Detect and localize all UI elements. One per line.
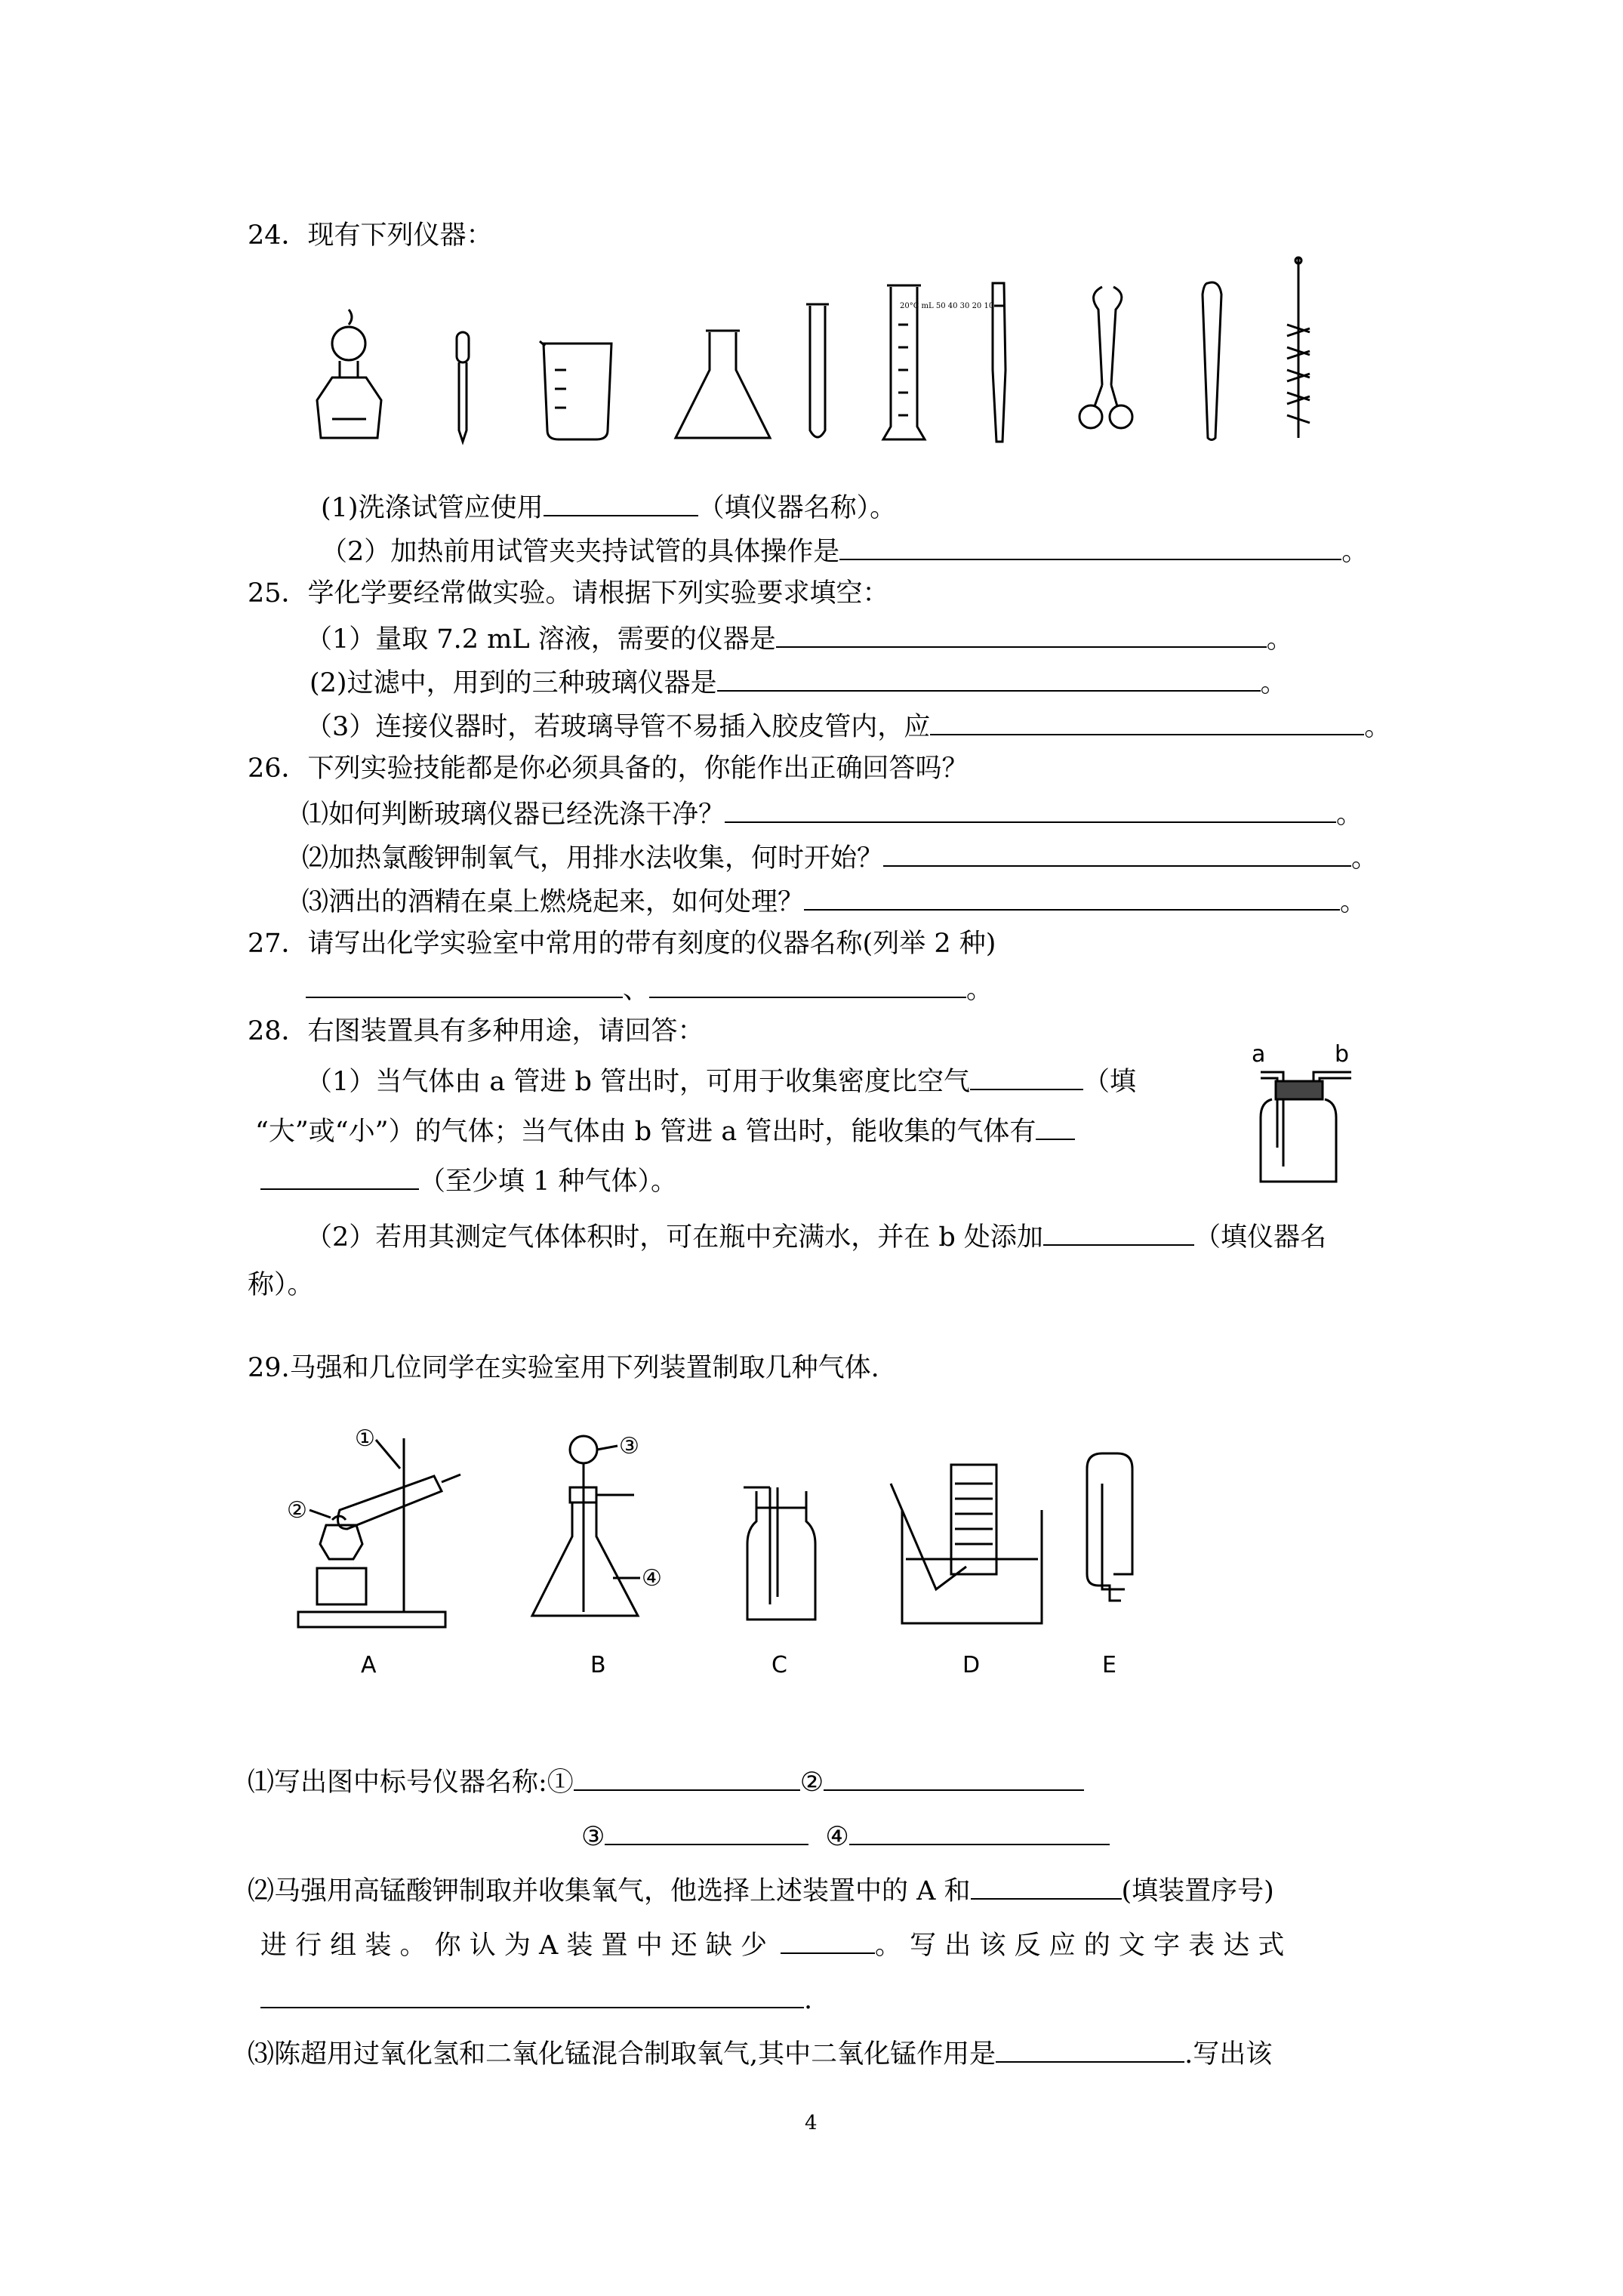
- q28-l5: 称）。: [248, 1270, 314, 1300]
- marker-4: ④: [642, 1565, 662, 1592]
- q29-p2-l2: 进 行 组 装 。 你 认 为 A 装 置 中 还 缺 少 。 写 出 该 反 应 的 文 字 表 达 式: [260, 1927, 1284, 1962]
- q29-blank-2[interactable]: [824, 1764, 1084, 1791]
- dropper-icon: [457, 332, 469, 442]
- label-D: D: [962, 1652, 981, 1678]
- marker-3: ③: [619, 1433, 639, 1459]
- q25-p1: （1）量取 7.2 mL 溶液，需要的仪器是 。: [306, 621, 1293, 656]
- q28-gas-blank-b[interactable]: [260, 1163, 419, 1190]
- q26-p3: ⑶洒出的酒精在桌上燃烧起来，如何处理？ 。: [302, 883, 1366, 919]
- q25-p2-blank[interactable]: [717, 664, 1261, 692]
- q28-l2: “大”或“小”）的气体；当气体由 b 管进 a 管出时，能收集的气体有: [255, 1113, 1075, 1148]
- marker-1: ①: [355, 1425, 375, 1452]
- q27-title: 27．请写出化学实验室中常用的带有刻度的仪器名称(列举 2 种): [248, 929, 996, 959]
- q29-apparatus-figure: [287, 1423, 1253, 1680]
- q24-p1-blank[interactable]: [544, 489, 698, 516]
- label-E: E: [1102, 1652, 1116, 1678]
- apparatus-c: [744, 1487, 815, 1678]
- q26-p3-blank[interactable]: [804, 883, 1340, 911]
- q26-p2-blank[interactable]: [883, 840, 1351, 867]
- page-number: 4: [805, 2112, 818, 2134]
- q28-l1: （1）当气体由 a 管进 b 管出时，可用于收集密度比空气 （填: [306, 1063, 1136, 1099]
- q28-gas-blank-a[interactable]: [1036, 1113, 1075, 1140]
- test-tube-brush-icon: [1287, 257, 1310, 438]
- q28-l4: （2）若用其测定气体体积时，可在瓶中充满水，并在 b 处添加 （填仪器名: [306, 1219, 1326, 1254]
- label-B: B: [590, 1652, 606, 1678]
- q29-p1: ⑴写出图中标号仪器名称:① ②: [248, 1764, 1084, 1799]
- q24-p2: （2）加热前用试管夹夹持试管的具体操作是 。: [321, 533, 1368, 569]
- q29-role-blank[interactable]: [996, 2036, 1184, 2063]
- q25-title: 25．学化学要经常做实验。请根据下列实验要求填空：: [248, 578, 889, 609]
- q28-gas-bottle-figure: [1238, 1034, 1374, 1193]
- q24-instruments-figure: [302, 249, 1321, 445]
- q29-collect-blank[interactable]: [971, 1872, 1122, 1900]
- graduated-cylinder-icon: [883, 285, 993, 439]
- label-b: b: [1335, 1041, 1350, 1068]
- apparatus-d: [891, 1465, 1042, 1678]
- tweezers-icon: [1203, 282, 1221, 440]
- apparatus-b: [532, 1433, 662, 1678]
- q29-p3: ⑶陈超用过氧化氢和二氧化锰混合制取氧气,其中二氧化锰作用是 .写出该: [248, 2036, 1272, 2071]
- q29-p1-line2: ③ ④: [581, 1818, 1110, 1854]
- q29-title: 29.马强和几位同学在实验室用下列装置制取几种气体.: [248, 1353, 879, 1383]
- q24-title: 24．现有下列仪器：: [248, 220, 493, 251]
- q25-p1-blank[interactable]: [776, 621, 1267, 648]
- q28-instrument-blank[interactable]: [1043, 1219, 1194, 1246]
- q25-p2: (2)过滤中，用到的三种玻璃仪器是 。: [310, 664, 1287, 700]
- apparatus-e: [1087, 1453, 1132, 1678]
- q29-equation-blank[interactable]: [260, 1981, 804, 2008]
- cylinder-marks: 20°C mL 50 40 30 20 10: [900, 302, 994, 310]
- q29-p2-l3: .: [260, 1981, 812, 2017]
- q26-p2: ⑵加热氯酸钾制氧气，用排水法收集，何时开始？ 。: [302, 840, 1378, 875]
- q28-title: 28．右图装置具有多种用途，请回答：: [248, 1016, 704, 1046]
- q28-density-blank[interactable]: [970, 1063, 1083, 1090]
- q25-p3-blank[interactable]: [930, 708, 1364, 735]
- beaker-icon: [540, 341, 611, 439]
- alcohol-lamp-icon: [317, 310, 381, 438]
- q29-blank-3[interactable]: [605, 1818, 808, 1845]
- conical-flask-icon: [676, 331, 770, 438]
- q26-p1: ⑴如何判断玻璃仪器已经洗涤干净？ 。: [302, 796, 1363, 831]
- q26-title: 26．下列实验技能都是你必须具备的，你能作出正确回答吗？: [248, 754, 969, 784]
- q26-p1-blank[interactable]: [725, 796, 1336, 823]
- q24-p1: (1)洗涤试管应使用 （填仪器名称）。: [321, 489, 896, 525]
- q27-answer-line: 、 。: [306, 971, 993, 1006]
- q28-l3: （至少填 1 种气体）。: [260, 1163, 677, 1198]
- q27-blank-1[interactable]: [306, 971, 623, 998]
- apparatus-a: [287, 1425, 460, 1678]
- test-tube-icon: [806, 304, 829, 437]
- label-C: C: [771, 1652, 787, 1678]
- q29-missing-blank[interactable]: [781, 1927, 875, 1954]
- q24-p2-blank[interactable]: [839, 533, 1341, 560]
- q27-blank-2[interactable]: [649, 971, 966, 998]
- label-a: a: [1252, 1041, 1266, 1068]
- q29-blank-4[interactable]: [849, 1818, 1110, 1845]
- crucible-tongs-icon: [1079, 287, 1132, 428]
- q25-p3: （3）连接仪器时，若玻璃导管不易插入胶皮管内，应 。: [306, 708, 1390, 744]
- marker-2: ②: [287, 1497, 307, 1524]
- label-A: A: [361, 1652, 377, 1678]
- medicine-spoon-icon: [993, 283, 1006, 442]
- q29-blank-1[interactable]: [574, 1764, 800, 1791]
- q29-p2-l1: ⑵马强用高锰酸钾制取并收集氧气，他选择上述装置中的 A 和 (填装置序号): [248, 1872, 1274, 1908]
